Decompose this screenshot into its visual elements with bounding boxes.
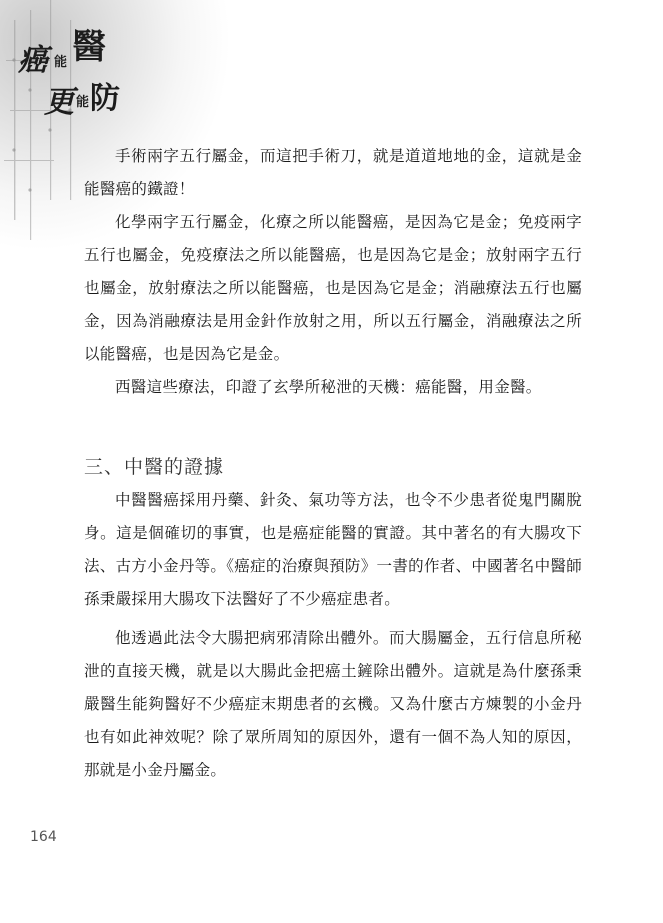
section-body [84,484,582,616]
paragraph: 中醫醫癌採用丹藥、針灸、氣功等方法，也令不少患者從鬼門關脫身。這是個確切的事實，也是癌症能醫的實證。其中著名的有大腸攻下法、古方小金丹等。《癌症的治療與預防》一書的作者、中國著名中醫師孫秉嚴採用大腸攻下法醫好了不少癌症患者。 [84,491,582,608]
logo-char: 能 [54,55,68,70]
paragraph: 他透過此法令大腸把病邪清除出體外。而大腸屬金，五行信息所秘泄的直接天機，就是以大腸此金把癌土鏟除出體外。這就是為什麼孫秉嚴醫生能夠醫好不少癌症末期患者的玄機。又為什麼古方煉製的小金丹也有如此神效呢？除了眾所周知的原因外，還有一個不為人知的原因，那就是小金丹屬金。 [84,629,582,779]
paragraph: 西醫這些療法，印證了玄學所秘泄的天機：癌能醫，用金醫。 [115,378,542,396]
logo-char: 醫 [72,27,106,67]
paragraph: 手術兩字五行屬金，而這把手術刀，就是道道地地的金，這就是金能醫癌的鐵證！ [84,147,582,198]
section-body-continued [84,622,582,787]
section-heading: 三、中醫的證據 [84,456,225,478]
book-title-logo [14,27,124,120]
paragraph: 化學兩字五行屬金，化療之所以能醫癌，是因為它是金；免疫兩字五行也屬金，免疫療法之所以能醫癌，也是因為它是金；放射兩字五行也屬金，放射療法之所以能醫癌，也是因為它是金；消融療法五行也屬金，因為消融療法是用金針作放射之用，所以五行屬金，消融療法之所以能醫癌，也是因為它是金。 [84,213,582,363]
body-text-top [84,140,582,404]
logo-char: 更 [44,85,74,120]
page-number: 164 [30,829,57,845]
logo-char: 防 [90,81,120,116]
logo-char: 能 [76,95,90,110]
logo-char: 癌 [18,43,48,78]
